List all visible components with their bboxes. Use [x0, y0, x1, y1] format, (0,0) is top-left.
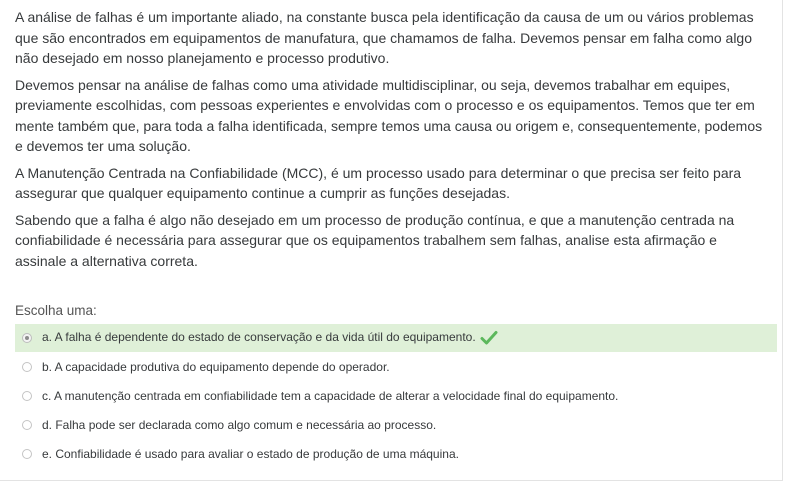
- radio-button-a[interactable]: [22, 333, 32, 343]
- answer-option-label: e. Confiabilidade é usado para avaliar o estado de produção de uma máquina.: [42, 447, 459, 461]
- answer-option-b[interactable]: [15, 353, 777, 381]
- answer-option-c[interactable]: [15, 382, 777, 410]
- question-paragraph-1: A análise de falhas é um importante aliado, na constante busca pela identificação da causa de um ou vários problemas que são encontrados em equipamentos de manufatura, que chamamos de falha. Devemos pensar em falha como algo não desejado em nosso planejamento e processo produtivo.: [15, 9, 754, 66]
- question-paragraph-4: Sabendo que a falha é algo não desejado em um processo de produção contínua, e que a manutenção centrada na confiabilidade é necessária para assegurar que os equipamentos trabalhem sem falhas, analise esta afirmação e assinale a alternativa correta.: [15, 211, 735, 269]
- answer-option-d[interactable]: [15, 411, 777, 439]
- answer-option-label: c. A manutenção centrada em confiabilidade tem a capacidade de alterar a velocidade final do equipamento.: [42, 389, 619, 403]
- question-text: [15, 7, 765, 277]
- answer-option-label: b. A capacidade produtiva do equipamento depende do operador.: [42, 360, 390, 374]
- checkmark-icon: [480, 330, 498, 346]
- question-paragraph-3: A Manutenção Centrada na Confiabilidade (MCC), é um processo usado para determinar o que precisa ser feito para assegurar que qualquer equipamento continue a cumprir as funções desejadas.: [15, 164, 742, 201]
- answer-options: [15, 324, 777, 469]
- radio-button-c[interactable]: [22, 391, 32, 401]
- radio-button-e[interactable]: [22, 449, 32, 459]
- answer-option-label: a. A falha é dependente do estado de conservação e da vida útil do equipamento.: [42, 330, 498, 346]
- radio-button-b[interactable]: [22, 362, 32, 372]
- answer-option-a[interactable]: [15, 324, 777, 352]
- choose-one-prompt: Escolha uma:: [15, 303, 97, 318]
- radio-button-d[interactable]: [22, 420, 32, 430]
- answer-option-label: d. Falha pode ser declarada como algo comum e necessária ao processo.: [42, 418, 437, 432]
- answer-option-e[interactable]: [15, 440, 777, 468]
- question-paragraph-2: Devemos pensar na análise de falhas como uma atividade multidisciplinar, ou seja, devemos trabalhar em equipes, previamente escolhidas, com pessoas experientes e envolvidas com o processo e os equipamentos. Temos que ter em mente também que, para toda a falha identificada, sempre temos uma causa ou origem e, consequentemente, podemos e devemos ter uma solução.: [15, 76, 763, 154]
